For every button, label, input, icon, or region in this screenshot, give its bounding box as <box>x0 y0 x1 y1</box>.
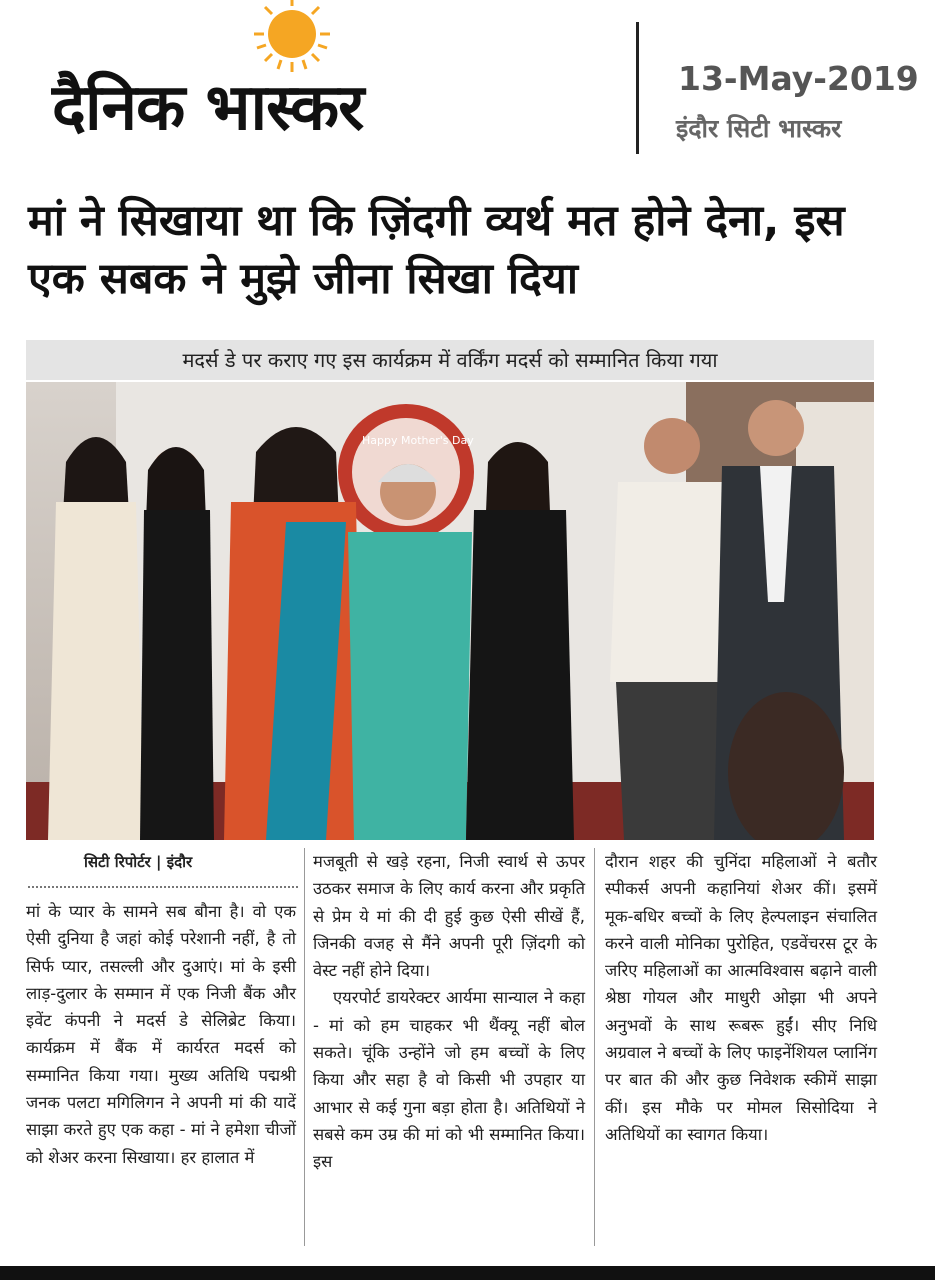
column-paragraph: मां के प्यार के सामने सब बौना है। वो एक ऐसी दुनिया है जहां कोई परेशानी नहीं, है तो सिर्फ प्यार, तसल्ली और दुआएं। मां के इसी लाड़-दुलार के सम्मान में एक निजी बैंक और इवेंट कंपनी ने मदर्स डे सेलिब्रेट किया। कार्यक्रम में बैंक में कार्यरत मदर्स को सम्मानित किया गया। मुख्य अतिथि पद्मश्री जनक पलटा मगिलिगन ने अपनी मां की यादें साझा करते हुए एक कहा - मां ने हमेशा चीजों को शेअर करना सिखाया। हर हालात में <box>26 902 296 1167</box>
column-paragraph: एयरपोर्ट डायरेक्टर आर्यमा सान्याल ने कहा - मां को हम चाहकर भी थैंक्यू नहीं बोल सकते। चूंकि उन्होंने जो हम बच्चों के लिए किया और सहा है वो किसी भी उपहार या आभार से कई गुना बड़ा होता है। अतिथियों ने सबसे कम उम्र की मां को भी सम्मानित किया। इस <box>313 988 585 1172</box>
article-column-1 <box>26 898 296 1171</box>
group-photo-illustration <box>26 382 874 840</box>
issue-date: 13-May-2019 <box>678 59 919 98</box>
byline: सिटी रिपोर्टर | इंदौर <box>84 853 193 871</box>
newspaper-brand: दैनिक भास्कर <box>52 71 364 145</box>
article-column-2 <box>313 848 585 1176</box>
masthead <box>0 0 935 180</box>
column-paragraph: मजबूती से खड़े रहना, निजी स्वार्थ से ऊपर उठकर समाज के लिए कार्य करना और प्रकृति से प्रेम ये मां की दी हुई कुछ ऐसी सीखें हैं, जिनकी वजह से मैंने अपनी पूरी ज़िंदगी को वेस्ट नहीं होने दिया। <box>313 852 585 981</box>
edition-name: इंदौर सिटी भास्कर <box>676 114 842 143</box>
column-paragraph: दौरान शहर की चुनिंदा महिलाओं ने बतौर स्पीकर्स अपनी कहानियां शेअर कीं। इसमें मूक-बधिर बच्चों के लिए हेल्पलाइन संचालित करने वाली मोनिका पुरोहित, एडवेंचरस टूर के जरिए महिलाओं का आत्मविश्वास बढ़ाने वाली श्रेष्ठा गोयल और माधुरी ओझा भी अपने अनुभवों के साथ रूबरू हुईं। सीए निधि अग्रवाल ने बच्चों के लिए फाइनेंशियल प्लानिंग पर बात की और कुछ निवेशक स्कीमें साझा कीं। इस मौके पर मोमल सिसोदिया ने अतिथियों का स्वागत किया। <box>605 852 877 1144</box>
column-divider <box>594 848 595 1246</box>
sun-logo-icon <box>252 0 332 76</box>
article-column-3 <box>605 848 877 1148</box>
headline: मां ने सिखाया था कि ज़िंदगी व्यर्थ मत होने देना, इस एक सबक ने मुझे जीना सिखा दिया <box>28 196 845 304</box>
masthead-divider <box>636 22 639 154</box>
subheadline: मदर्स डे पर कराए गए इस कार्यक्रम में वर्किंग मदर्स को सम्मानित किया गया <box>26 340 874 380</box>
bottom-edge <box>0 1266 935 1280</box>
column-divider <box>304 848 305 1246</box>
event-photo <box>26 382 874 840</box>
byline-divider <box>28 886 298 888</box>
backdrop-banner-text: Happy Mother's Day <box>362 434 474 447</box>
